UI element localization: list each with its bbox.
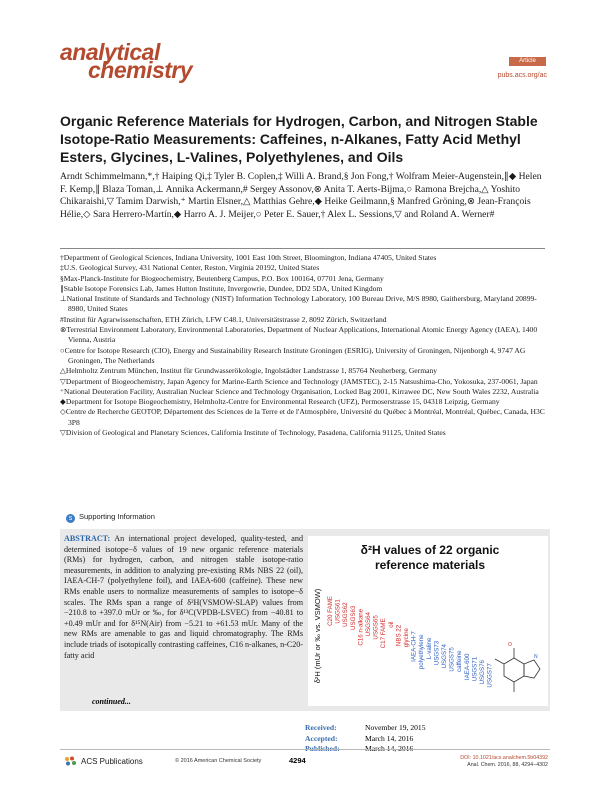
affiliation-item: ◆Department for Isotope Biogeochemistry, Helmholtz-Centre for Environmental Research (UFZ), Permoserstrasse 15, 04318 Leipzig, Germany <box>60 397 500 407</box>
toc-sample-label: caffeine <box>456 650 464 672</box>
toc-sample-label: USGS74 <box>441 644 448 669</box>
toc-graphic <box>308 536 548 706</box>
toc-sample-label: C16 n-alkane <box>357 608 365 646</box>
acs-publications-logo[interactable] <box>64 756 143 766</box>
affiliation-list <box>60 253 545 438</box>
date-value: November 19, 2015 <box>365 723 426 732</box>
citation-text: Anal. Chem. 2016, 88, 4294−4302 <box>467 762 548 768</box>
affiliation-item: ▽Department of Biogeochemistry, Japan Agency for Marine-Earth Science and Technology (JAMSTEC), 2-15 Natsushima-Cho, Yokosuka, 237-0061, Japan <box>60 376 538 386</box>
toc-sample-label: NBS 22 <box>395 624 403 647</box>
affiliation-item: ◇Centre de Recherche GEOTOP, Département des Sciences de la Terre et de l'Atmosphère, Université du Québec à Montréal, Montréal, Québec, Canada, H3C 3P8 <box>60 407 545 427</box>
toc-label-group <box>327 596 494 688</box>
journal-url-link[interactable]: pubs.acs.org/ac <box>497 72 547 79</box>
affiliation-item: ∥Stable Isotope Forensics Lab, James Hutton Institute, Invergowrie, Dundee, DD2 5DA, United Kingdom <box>60 283 383 293</box>
toc-sample-label: USGS61 <box>334 599 342 624</box>
toc-sample-label: polyethylene <box>418 634 426 670</box>
affiliation-item: ⁺National Deuteration Facility, Australian Nuclear Science and Technology Organisation, Locked Bag 2001, Kirrawee DC, New South Wales 2232, Australia <box>60 386 539 396</box>
affiliation-item: ⊗Terrestrial Environment Laboratory, Environmental Laboratories, Department of Nuclear Applications, International Atomic Energy Agency (IAEA), 1400 Vienna, Austria <box>60 325 538 345</box>
toc-sample-label: IAEA-CH-7 <box>410 631 418 662</box>
toc-sample-label: USGS62 <box>342 602 350 627</box>
separator-line <box>60 248 545 249</box>
toc-sample-label: USGS75 <box>448 647 456 672</box>
abstract-continued-link[interactable]: continued... <box>92 697 131 706</box>
doi-block <box>460 755 548 769</box>
toc-sample-label: USGS76 <box>479 660 486 685</box>
article-title: Organic Reference Materials for Hydrogen, Carbon, and Nitrogen Stable Isotope-Ratio Measurements: Caffeines, n-Alkanes, Fatty Acid Methyl Esters, Glycines, L-Valines, Polyethylenes, and Oils <box>60 113 538 165</box>
abstract-text <box>64 534 303 661</box>
date-label: Accepted: <box>305 733 338 743</box>
affiliation-item: △Helmholtz Zentrum München, Institut für Grundwasserökologie, Ingolstädter Landstrasse 1, 85764 Neuherberg, Germany <box>60 366 438 376</box>
acs-logo-icon <box>64 756 78 766</box>
abstract-body: An international project developed, quality-tested, and determined isotope−δ values of 19 new organic reference materials (RMs) for hydrogen, carbon, and nitrogen stable isotope-ratio measurements, in addition to analyzing pre-existing RMs NBS 22 (oil), IAEA-CH-7 (polyethylene foil), and IAEA-600 (caffeine). These new RMs enable users to normalize measurements of samples to isotope−δ scales. The RMs span a range of δ²H(VSMOW-SLAP) values from −210.8 to +397.0 mUr or ‰, for δ¹³C(VPDB-LSVEC) from −40.81 to +0.49 mUr and for δ¹⁵N(Air) from −5.21 to +61.53 mUr. Many of the new RMs are amenable to gas and liquid chromatography. The RMs include triads of isotopically contrasting caffeines, C16 n-alkanes, n-C20-fatty acid <box>64 534 304 660</box>
copyright-text: © 2016 American Chemical Society <box>175 758 262 764</box>
toc-sample-label: glycine <box>403 628 410 648</box>
affiliation-item: ○Centre for Isotope Research (CIO), Energy and Sustainability Research Institute Groningen (ESRIG), University of Groningen, Nijenborgh 4, 9747 AG Groningen, The Netherlands <box>60 345 526 365</box>
toc-sample-label: C17 FAME <box>380 618 388 649</box>
toc-graphic-svg <box>308 536 548 706</box>
toc-ylabel: δ²H (mUr or ‰ vs. VSMOW) <box>313 588 322 684</box>
doi-link[interactable]: DOI: 10.1021/acs.analchem.5b04392 <box>460 755 548 761</box>
date-row <box>305 723 426 734</box>
supporting-information-label: Supporting Information <box>79 512 155 521</box>
footer-rule <box>60 749 550 750</box>
toc-sample-label: USGS73 <box>433 640 441 666</box>
affiliation-item: ⊥National Institute of Standards and Technology (NIST) Information Technology Laboratory, 100 Bureau Drive, M/S 8980, Gaithersburg, Maryland 20899-8980, United States <box>60 294 537 314</box>
toc-sample-label: USGS65 <box>372 615 380 640</box>
molecule-atom-label: N <box>534 654 538 660</box>
molecule-atom-label: O <box>508 642 512 648</box>
page-number: 4294 <box>289 756 306 765</box>
toc-sample-label: USGS64 <box>365 612 372 637</box>
journal-logo-chemistry: chemistry <box>88 57 193 83</box>
date-value: March 14, 2016 <box>365 733 414 743</box>
toc-title-line1: δ²H values of 22 organic <box>360 543 500 557</box>
affiliation-item: ▽Division of Geological and Planetary Sciences, California Institute of Technology, Pasadena, California 91125, United States <box>60 428 446 438</box>
affiliation-item: #Institut für Agrarwissenschaften, ETH Zürich, LFW C48.1, Universitätstrasse 2, 8092 Zürich, Switzerland <box>60 314 387 324</box>
toc-title-line2: reference materials <box>374 558 486 572</box>
affiliation-item: †Department of Geological Sciences, Indiana University, 1001 East 10th Street, Bloomington, Indiana 47405, United States <box>60 253 437 262</box>
toc-sample-label: USGS71 <box>471 656 479 682</box>
supporting-information-link[interactable] <box>66 512 155 523</box>
toc-sample-label: IAEA-600 <box>463 653 471 681</box>
toc-sample-label: USGS77 <box>486 663 494 688</box>
author-list: Arndt Schimmelmann,*,† Haiping Qi,‡ Tyler B. Coplen,‡ Willi A. Brand,§ Jon Fong,† Wolfram Meier-Augenstein,∥◆ Helen F. Kemp,∥ Blaza Toman,⊥ Annika Ackermann,# Sergey Assonov,⊗ Anita T. Aerts-Bijma,○ Ramona Brejcha,△ Yoshito Chikaraishi,▽ Tamim Darwish,⁺ Martin Elsner,△ Matthias Gehre,◆ Heike Geilmann,§ Manfred Gröning,⊗ Jean-François Hélie,◇ Sara Herrero-Martín,◆ Harro A. J. Meijer,○ Peter E. Sauer,† Alex L. Sessions,▽ and Roland A. Werner# <box>60 171 542 220</box>
publisher-name: ACS Publications <box>81 757 143 766</box>
toc-sample-label: USGS63 <box>349 605 357 631</box>
toc-sample-label: C20 FAME <box>327 596 334 626</box>
toc-sample-label: L-valine <box>425 637 433 660</box>
abstract-label: ABSTRACT: <box>64 534 111 543</box>
date-row <box>305 734 426 745</box>
info-circle-icon: s <box>66 514 75 523</box>
date-label: Received: <box>305 723 337 732</box>
affiliation-item: ‡U.S. Geological Survey, 431 National Center, Reston, Virginia 20192, United States <box>60 263 320 273</box>
toc-sample-label: oil <box>387 621 395 628</box>
journal-logo-analytical: analytical <box>60 39 160 65</box>
affiliation-item: §Max-Planck-Institute for Biogeochemistry, Beutenberg Campus, P.O. Box 100164, 07701 Jena, Germany <box>60 273 384 283</box>
article-type-badge: Article <box>509 57 546 66</box>
